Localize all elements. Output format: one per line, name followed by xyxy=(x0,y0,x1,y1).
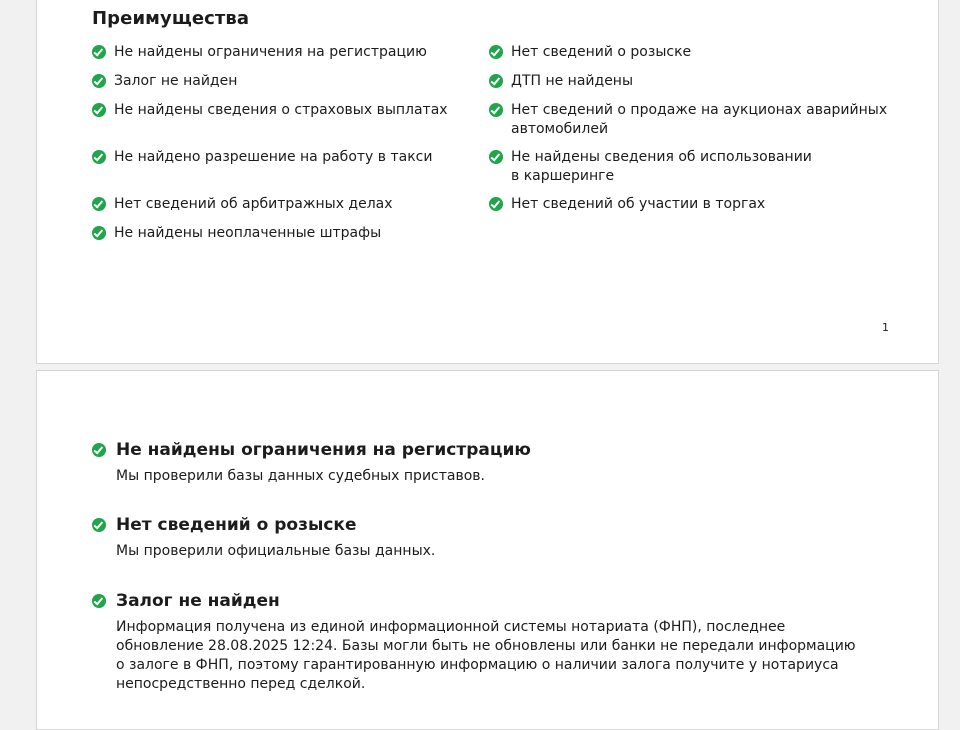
page-number: 1 xyxy=(882,321,889,334)
advantage-item-label: ДТП не найдены xyxy=(511,73,634,89)
advantage-item-label: Не найдены сведения о страховых выплатах xyxy=(114,102,448,118)
detail-text: Информация получена из единой информационной системы нотариата (ФНП), последнее обновление 28.08.2025 12:24. Базы могли быть не обновлены или банки не передали информацию о залоге в ФНП, поэтому гарантированную информацию о наличии залога получите у нотариуса непосредственно перед сделкой. xyxy=(116,619,856,692)
detail-text: Мы проверили официальные базы данных. xyxy=(116,543,436,559)
detail-title: Залог не найден xyxy=(116,591,280,611)
advantage-item xyxy=(489,148,819,186)
advantage-item xyxy=(92,43,482,62)
advantage-item xyxy=(92,148,482,167)
check-circle-icon xyxy=(92,197,106,211)
check-circle-icon xyxy=(92,594,106,608)
advantage-item xyxy=(92,224,482,243)
check-circle-icon xyxy=(489,150,503,164)
check-circle-icon xyxy=(92,103,106,117)
check-circle-icon xyxy=(489,74,503,88)
advantage-item-label: Нет сведений о розыске xyxy=(511,44,692,60)
advantage-item-label: Не найдены сведения об использовании в каршеринге xyxy=(511,149,812,184)
check-circle-icon xyxy=(92,518,106,532)
advantage-item xyxy=(92,195,482,214)
check-circle-icon xyxy=(92,443,106,457)
check-circle-icon xyxy=(92,45,106,59)
detail-registration-restrictions xyxy=(92,438,872,486)
detail-pledge xyxy=(92,589,862,694)
advantage-item-label: Залог не найден xyxy=(114,73,238,89)
detail-wanted-search xyxy=(92,513,872,561)
detail-title: Нет сведений о розыске xyxy=(116,515,357,535)
advantage-item-label: Нет сведений об участии в торгах xyxy=(511,196,766,212)
advantage-item xyxy=(489,195,889,214)
advantage-item-label: Не найдено разрешение на работу в такси xyxy=(114,149,433,165)
advantage-item xyxy=(92,101,482,120)
advantage-item xyxy=(489,72,889,91)
detail-title: Не найдены ограничения на регистрацию xyxy=(116,440,531,460)
advantage-item-label: Не найдены ограничения на регистрацию xyxy=(114,44,427,60)
check-circle-icon xyxy=(489,197,503,211)
report-page-2 xyxy=(36,370,939,730)
advantage-item xyxy=(92,72,482,91)
check-circle-icon xyxy=(92,226,106,240)
detail-text: Мы проверили базы данных судебных приставов. xyxy=(116,468,485,484)
check-circle-icon xyxy=(489,45,503,59)
section-title-advantages: Преимущества xyxy=(92,8,250,29)
advantage-item-label: Нет сведений о продаже на аукционах аварийных автомобилей xyxy=(511,102,888,137)
check-circle-icon xyxy=(92,74,106,88)
advantage-item-label: Нет сведений об арбитражных делах xyxy=(114,196,393,212)
advantage-item xyxy=(489,43,889,62)
check-circle-icon xyxy=(92,150,106,164)
advantage-item xyxy=(489,101,889,139)
check-circle-icon xyxy=(489,103,503,117)
advantage-item-label: Не найдены неоплаченные штрафы xyxy=(114,225,382,241)
report-page-1 xyxy=(36,0,939,364)
